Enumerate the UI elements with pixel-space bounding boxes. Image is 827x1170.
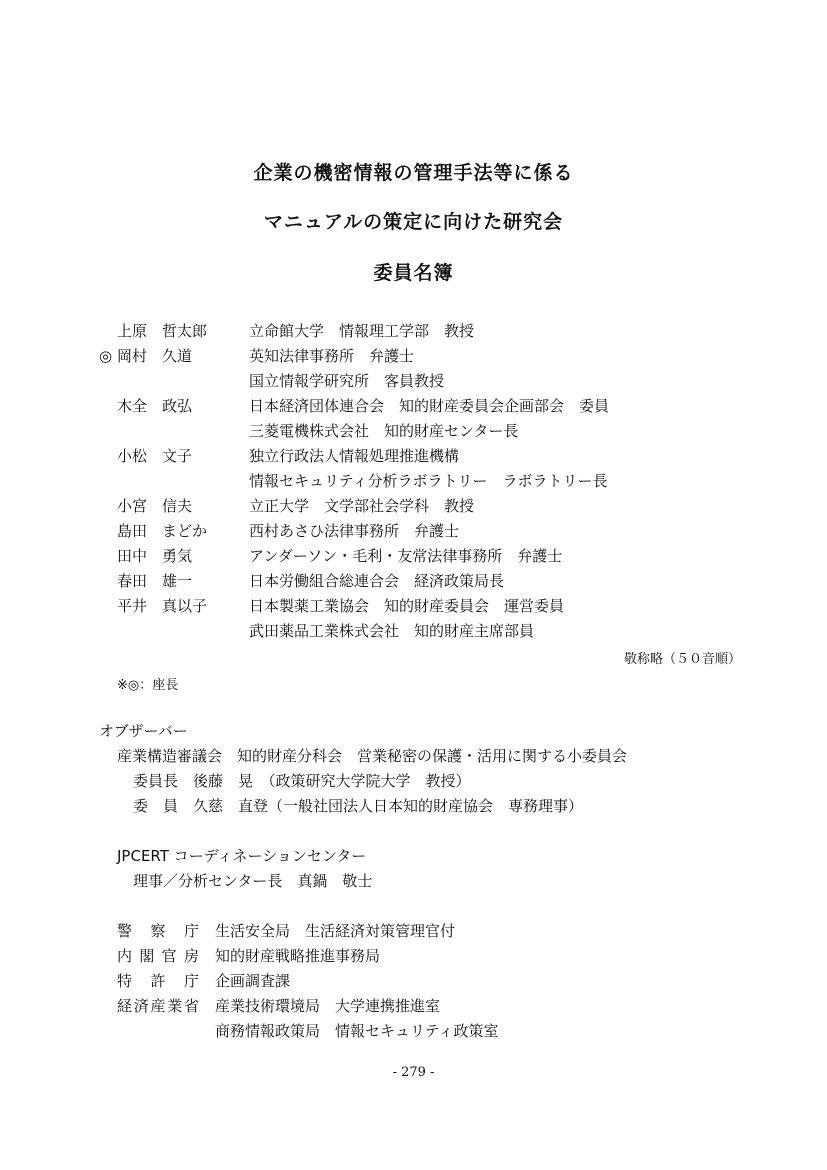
member-affiliation: 立正大学 文学部社会学科 教授	[249, 497, 475, 515]
member-name: 木全 政弘	[117, 397, 193, 415]
agency-name: 経済産業省	[117, 997, 199, 1015]
honorific-note: 敬称略（５０音順）	[623, 652, 741, 667]
observer-org: JPCERT コーディネーションセンター	[117, 847, 367, 865]
member-affiliation: 英知法律事務所 弁護士	[249, 347, 415, 365]
observers-heading: オブザーバー	[99, 722, 188, 740]
member-affiliation: アンダーソン・毛利・友常法律事務所 弁護士	[249, 547, 563, 565]
member-affiliation: 西村あさひ法律事務所 弁護士	[249, 522, 460, 540]
chair-mark: ◎	[99, 347, 113, 365]
member-affiliation: 国立情報学研究所 客員教授	[249, 372, 445, 390]
document-title-line3: 委員名簿	[373, 262, 454, 284]
agency-name: 警察庁	[117, 922, 199, 940]
member-name: 田中 勇気	[117, 547, 193, 565]
member-affiliation: 三菱電機株式会社 知的財産センター長	[249, 422, 519, 440]
member-name: 岡村 久道	[117, 347, 193, 365]
observer-committee-chair: 委員長 後藤 晃 （政策研究大学院大学 教授）	[133, 772, 471, 790]
observer-committee-member: 委 員 久慈 直登（一般社団法人日本知的財産協会 専務理事）	[133, 797, 584, 815]
agency-department: 知的財産戦略推進事務局	[215, 947, 381, 965]
agency-name: 内閣官房	[117, 947, 199, 965]
chair-note: ※◎：座長	[117, 678, 179, 693]
agency-name: 特許庁	[117, 972, 199, 990]
observer-committee: 産業構造審議会 知的財産分科会 営業秘密の保護・活用に関する小委員会	[117, 747, 628, 765]
agency-department: 商務情報政策局 情報セキュリティ政策室	[215, 1022, 499, 1040]
document-title-line2: マニュアルの策定に向けた研究会	[263, 211, 564, 233]
member-affiliation: 武田薬品工業株式会社 知的財産主席部員	[249, 622, 535, 640]
member-name: 小松 文子	[117, 447, 193, 465]
member-name: 小宮 信夫	[117, 497, 193, 515]
member-affiliation: 日本労働組合総連合会 経済政策局長	[249, 572, 505, 590]
member-affiliation: 立命館大学 情報理工学部 教授	[249, 322, 475, 340]
agency-department: 産業技術環境局 大学連携推進室	[215, 997, 441, 1015]
member-affiliation: 情報セキュリティ分析ラボラトリー ラボラトリー長	[249, 472, 608, 490]
member-affiliation: 日本経済団体連合会 知的財産委員会企画部会 委員	[249, 397, 610, 415]
observer-org-person: 理事／分析センター長 真鍋 敬士	[133, 872, 373, 890]
member-name: 平井 真以子	[117, 597, 208, 615]
member-name: 春田 雄一	[117, 572, 193, 590]
member-affiliation: 独立行政法人情報処理推進機構	[249, 447, 460, 465]
agency-department: 企画調査課	[215, 972, 291, 990]
member-affiliation: 日本製薬工業協会 知的財産委員会 運営委員	[249, 597, 565, 615]
member-name: 島田 まどか	[117, 522, 208, 540]
page-number: - 279 -	[392, 1065, 435, 1080]
document-title-line1: 企業の機密情報の管理手法等に係る	[253, 162, 574, 184]
member-name: 上原 哲太郎	[117, 322, 208, 340]
agency-department: 生活安全局 生活経済対策管理官付	[215, 922, 456, 940]
